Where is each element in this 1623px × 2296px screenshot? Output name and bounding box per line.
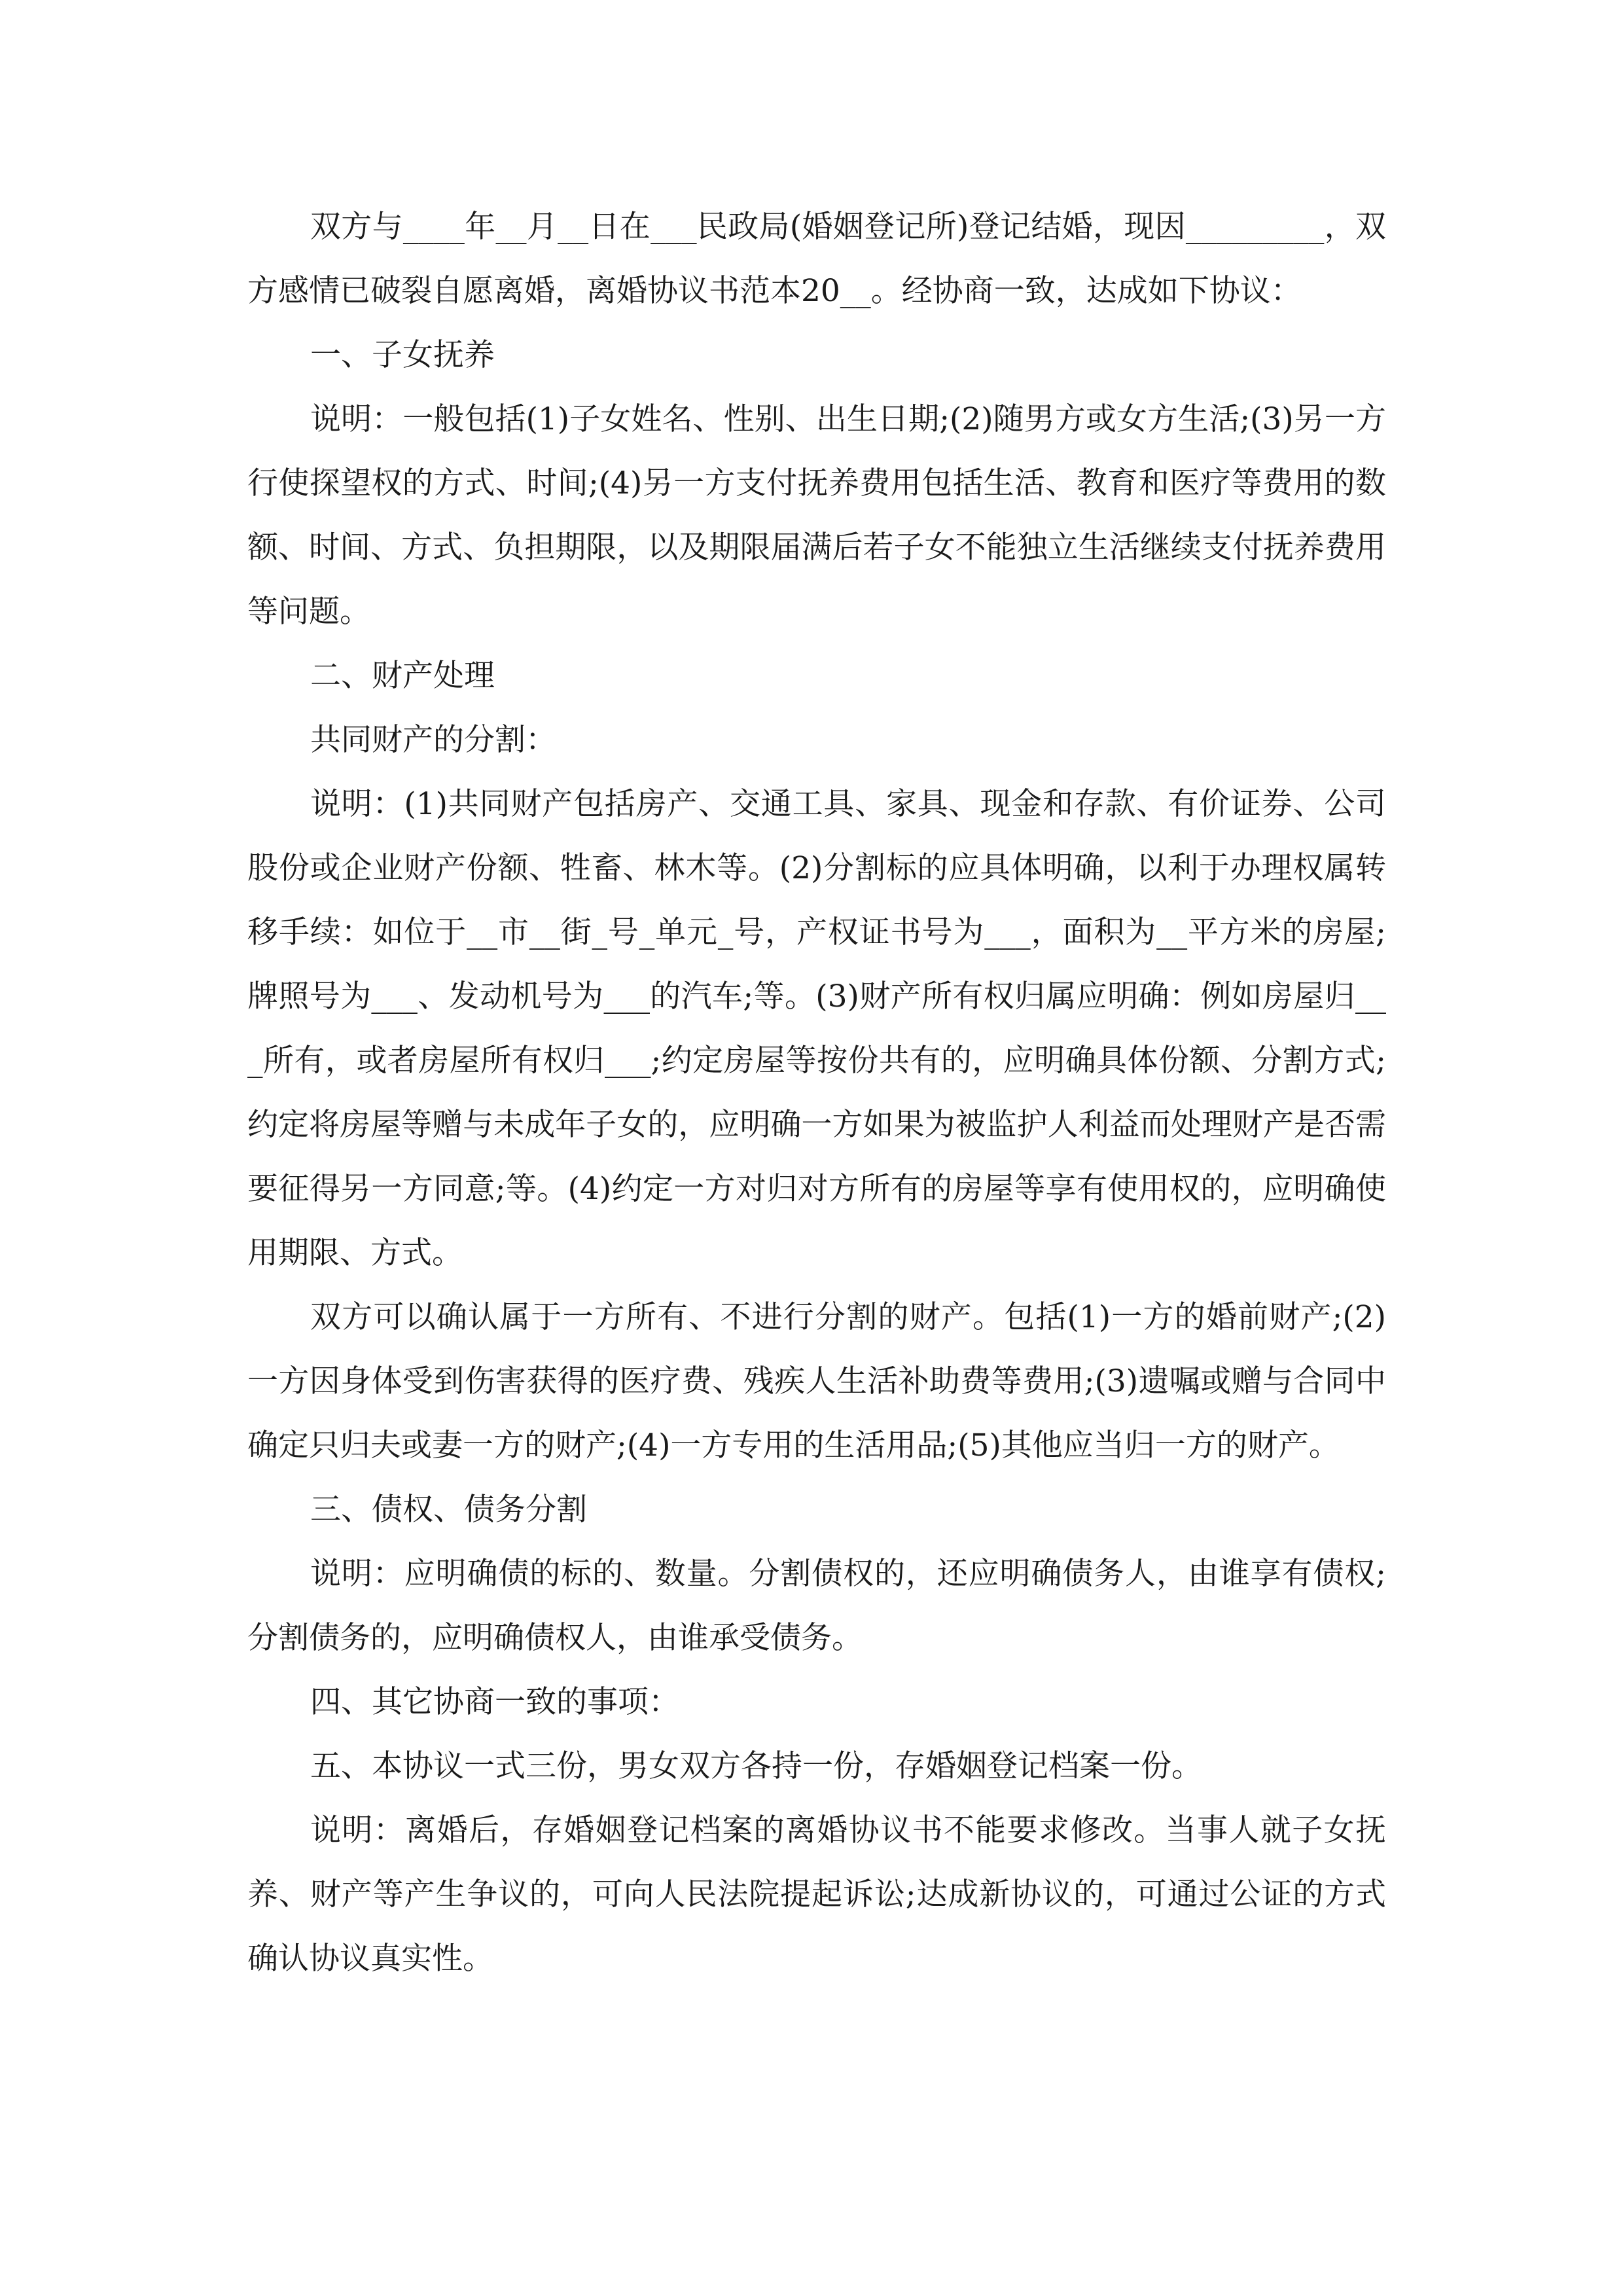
section-heading-property: 二、财产处理 <box>310 658 495 694</box>
section-copies: 五、本协议一式三份，男女双方各持一份，存婚姻登记档案一份。 <box>310 1748 1202 1784</box>
joint-property-note: 说明：(1)共同财产包括房产、交通工具、家具、现金和存款、有价证券、公司股份或企业财产份额、牲畜、林木等。(2)分割标的应具体明确，以利于办理权属转移手续：如位于__市__街_号_单元_号，产权证书号为___，面积为__平方米的房屋;牌照号为___、发动机号为___的汽车;等。(3)财产所有权归属应明确：例如房屋归___所有，或者房屋所有权归___;约定房屋等按份共有的，应明确具体份额、分割方式;约定将房屋等赠与未成年子女的，应明确一方如果为被监护人利益而处理财产是否需要征得另一方同意;等。(4)约定一方对归对方所有的房屋等享有使用权的，应明确使用期限、方式。 <box>247 786 1386 1271</box>
section-heading-debts: 三、债权、债务分割 <box>310 1492 587 1528</box>
opening-paragraph: 双方与____年__月__日在___民政局(婚姻登记所)登记结婚，现因_________，双方感情已破裂自愿离婚，离婚协议书范本20__。经协商一致，达成如下协议： <box>247 209 1386 309</box>
separate-property-paragraph: 双方可以确认属于一方所有、不进行分割的财产。包括(1)一方的婚前财产;(2)一方因身体受到伤害获得的医疗费、残疾人生活补助费等费用;(3)遗嘱或赠与合同中确定只归夫或妻一方的财产;(4)一方专用的生活用品;(5)其他应当归一方的财产。 <box>247 1299 1386 1463</box>
debts-note: 说明：应明确债的标的、数量。分割债权的，还应明确债务人，由谁享有债权;分割债务的，应明确债权人，由谁承受债务。 <box>247 1556 1386 1656</box>
closing-note: 说明：离婚后，存婚姻登记档案的离婚协议书不能要求修改。当事人就子女抚养、财产等产生争议的，可向人民法院提起诉讼;达成新协议的，可通过公证的方式确认协议真实性。 <box>247 1812 1386 1977</box>
subheading-joint-property: 共同财产的分割： <box>310 722 556 758</box>
section-heading-other-matters: 四、其它协商一致的事项： <box>310 1684 679 1720</box>
child-custody-note: 说明：一般包括(1)子女姓名、性别、出生日期;(2)随男方或女方生活;(3)另一方行使探望权的方式、时间;(4)另一方支付抚养费用包括生活、教育和医疗等费用的数额、时间、方式、负担期限，以及期限届满后若子女不能独立生活继续支付抚养费用等问题。 <box>247 401 1386 630</box>
section-heading-child-custody: 一、子女抚养 <box>310 337 495 373</box>
document-body <box>247 195 1386 1991</box>
